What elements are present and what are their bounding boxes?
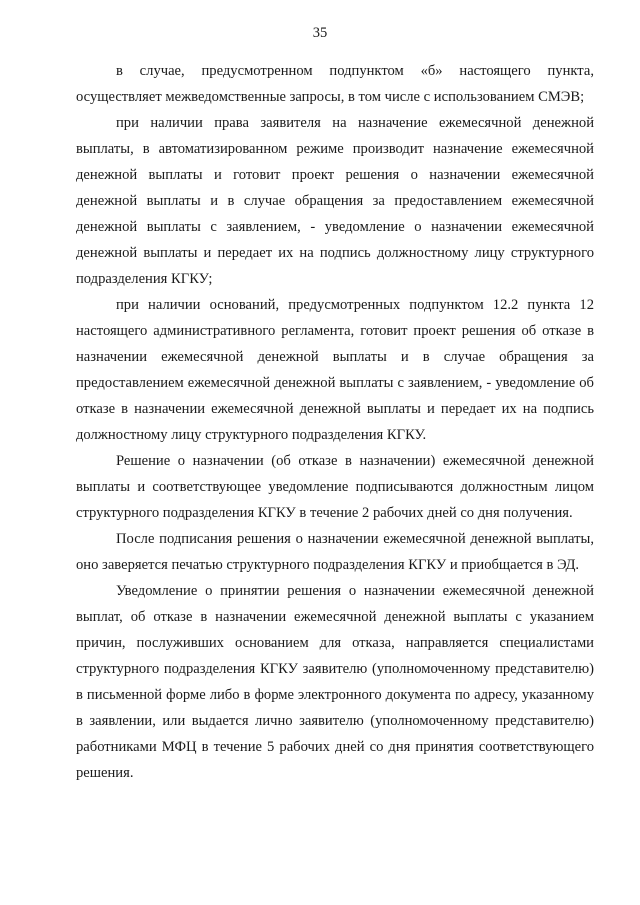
paragraph: при наличии оснований, предусмотренных подпунктом 12.2 пункта 12 настоящего административного регламента, готовит проект решения об отказе в назначении ежемесячной денежной выплаты и в случае обращения за предоставлением ежемесячной денежной выплаты с заявлением, - уведомление об отказе в назначении ежемесячной денежной выплаты и передает их на подпись должностному лицу структурного подразделения КГКУ. xyxy=(76,297,594,443)
paragraph: После подписания решения о назначении ежемесячной денежной выплаты, оно заверяется печатью структурного подразделения КГКУ и приобщается в ЭД. xyxy=(76,531,594,573)
document-body xyxy=(76,58,594,786)
page-number: 35 xyxy=(312,25,328,41)
paragraph: при наличии права заявителя на назначение ежемесячной денежной выплаты, в автоматизированном режиме производит назначение ежемесячной денежной выплаты и готовит проект решения о назначении ежемесячной денежной выплаты и в случае обращения за предоставлением ежемесячной денежной выплаты с заявлением, - уведомление о назначении ежемесячной денежной выплаты и передает их на подпись должностному лицу структурного подразделения КГКУ; xyxy=(76,115,594,287)
paragraph: Решение о назначении (об отказе в назначении) ежемесячной денежной выплаты и соответствующее уведомление подписываются должностным лицом структурного подразделения КГКУ в течение 2 рабочих дней со дня получения. xyxy=(76,453,594,521)
paragraph: в случае, предусмотренном подпунктом «б» настоящего пункта, осуществляет межведомственные запросы, в том числе с использованием СМЭВ; xyxy=(76,63,594,105)
paragraph: Уведомление о принятии решения о назначении ежемесячной денежной выплат, об отказе в назначении ежемесячной денежной выплаты с указанием причин, послуживших основанием для отказа, направляется специалистами структурного подразделения КГКУ заявителю (уполномоченному представителю) в письменной форме либо в форме электронного документа по адресу, указанному в заявлении, или выдается лично заявителю (уполномоченному представителю) работниками МФЦ в течение 5 рабочих дней со дня принятия соответствующего решения. xyxy=(76,583,594,781)
